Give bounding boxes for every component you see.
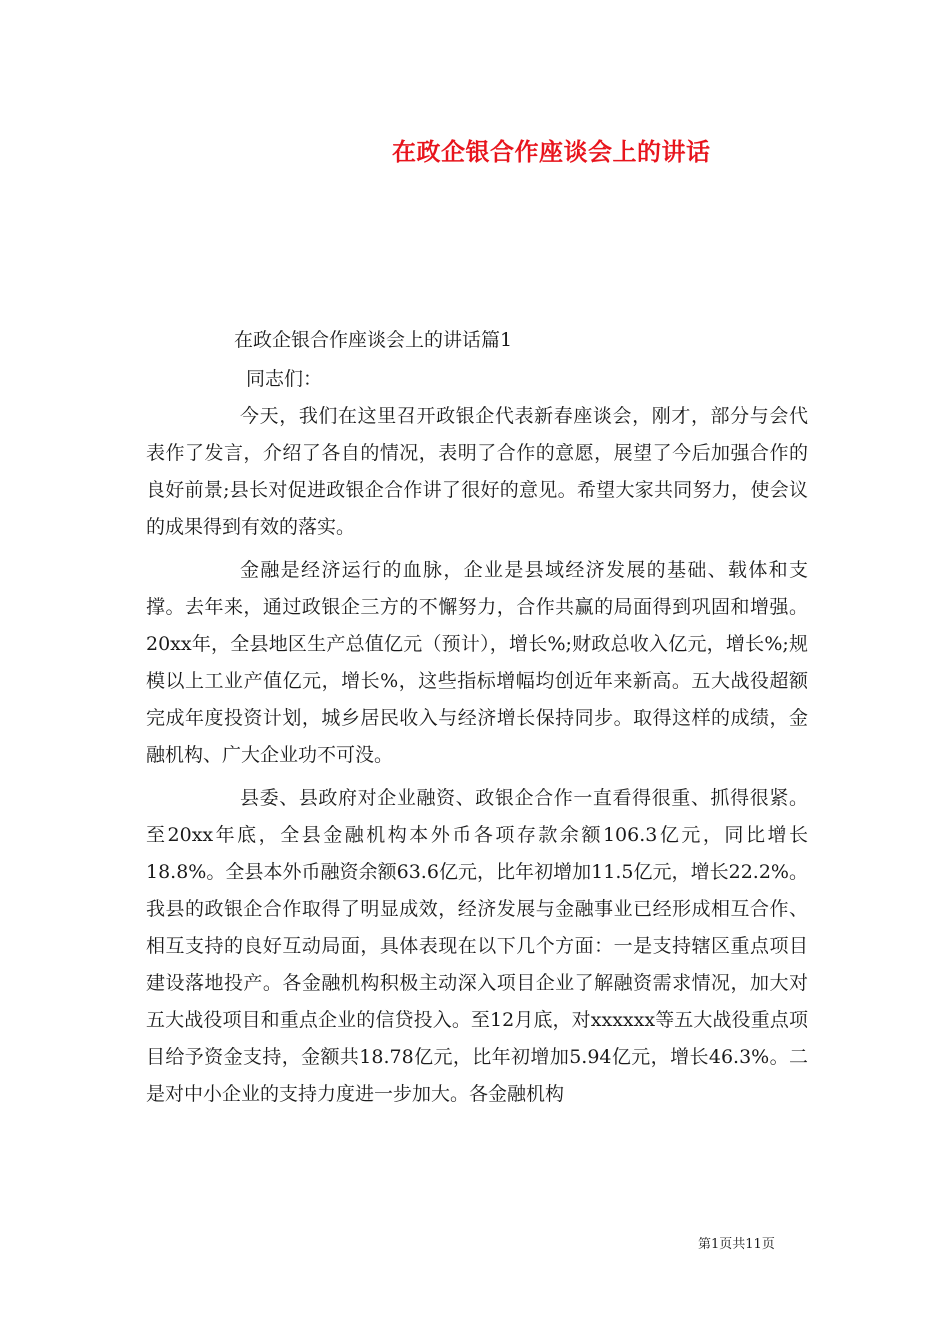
paragraph-2: 金融是经济运行的血脉，企业是县域经济发展的基础、载体和支撑。去年来，通过政银企三方的不懈努力，合作共赢的局面得到巩固和增强。20xx年，全县地区生产总值亿元（预计），增长%;财政总收入亿元，增长%;规模以上工业产值亿元，增长%，这些指标增幅均创近年来新高。五大战役超额完成年度投资计划，城乡居民收入与经济增长保持同步。取得这样的成绩，金融机构、广大企业功不可没。 — [146, 559, 808, 766]
document-title: 在政企银合作座谈会上的讲话 — [392, 137, 711, 166]
body-text — [146, 398, 808, 1119]
page-number: 第1页共11页 — [698, 1237, 775, 1252]
paragraph-3: 县委、县政府对企业融资、政银企合作一直看得很重、抓得很紧。至20xx年底，全县金融机构本外币各项存款余额106.3亿元，同比增长18.8%。全县本外币融资余额63.6亿元，比年初增加11.5亿元，增长22.2%。我县的政银企合作取得了明显成效，经济发展与金融事业已经形成相互合作、相互支持的良好互动局面，具体表现在以下几个方面：一是支持辖区重点项目建设落地投产。各金融机构积极主动深入项目企业了解融资需求情况，加大对五大战役项目和重点企业的信贷投入。至12月底，对xxxxxx等五大战役重点项目给予资金支持，金额共18.78亿元，比年初增加5.94亿元，增长46.3%。二是对中小企业的支持力度进一步加大。各金融机构 — [146, 787, 808, 1105]
salutation: 同志们： — [246, 368, 323, 390]
paragraph-1: 今天，我们在这里召开政银企代表新春座谈会，刚才，部分与会代表作了发言，介绍了各自的情况，表明了合作的意愿，展望了今后加强合作的良好前景;县长对促进政银企合作讲了很好的意见。希望大家共同努力，使会议的成果得到有效的落实。 — [146, 405, 808, 538]
document-subtitle: 在政企银合作座谈会上的讲话篇1 — [234, 329, 513, 351]
